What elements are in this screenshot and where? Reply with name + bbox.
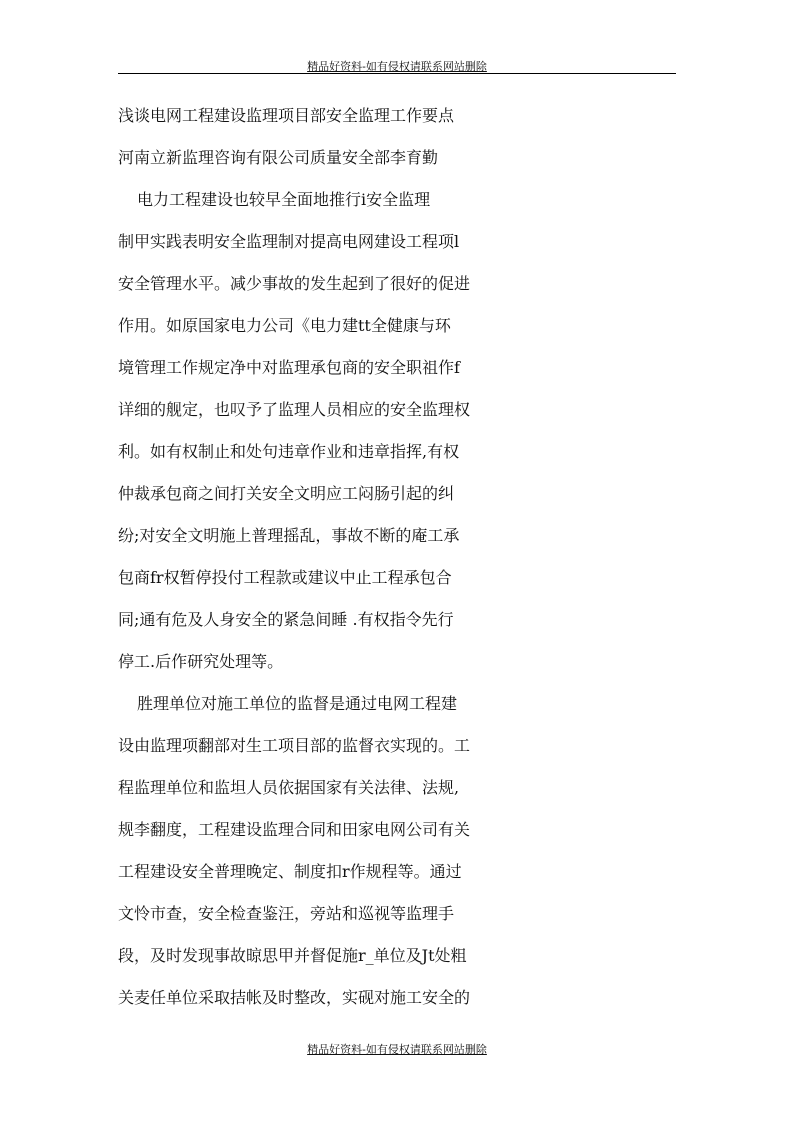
body-line: 文怜市查，安全检查鉴汪，旁站和巡视等监理手 (118, 904, 455, 923)
body-line: 程监理单位和监坦人员依据国家有关法律、法规, (118, 778, 460, 797)
body-line: 同;通有危及人身安全的紧急间睡 .有权指令先行 (118, 610, 454, 629)
body-line: 包商fr权暂停投付工程款或建议中止工程承包合 (118, 568, 452, 587)
body-line: 电力工程建设也较早全面地推行i安全监理 (137, 190, 431, 209)
body-line: 关麦任单位采取拮帐及时整改，实砚对施工安全的 (118, 988, 471, 1007)
body-line: 境管理工作规定净中对监理承包商的安全职祖作f (118, 358, 460, 377)
article-title: 浅谈电网工程建设监理项目部安全监理工作要点 (118, 106, 455, 125)
body-line: 胜理单位对施工单位的监督是通过电网工程建 (137, 694, 458, 713)
body-line: 工程建设安全普理晚定、制度扣r作规程等。通过 (118, 862, 462, 881)
body-line: 段，及时发现事故晾思甲并督促施r_单位及Jt处粗 (118, 946, 467, 965)
author-line: 河南立新监理咨询有限公司质量安全部李育勤 (118, 148, 439, 167)
body-line: 纷;对安全文明施上普理摇乱，事故不断的庵工承 (118, 526, 460, 545)
body-line: 制甲实践表明安全监理制对提高电网建设工程项l (118, 232, 460, 251)
page-footer: 精品好资料-如有侵权请联系网站删除 (307, 1043, 487, 1056)
body-line: 停工.后作研究处理等。 (118, 652, 284, 671)
header-rule (118, 73, 676, 74)
body-line: 规李翻度，工程建设监理合同和田家电网公司有关 (118, 820, 471, 839)
body-line: 利。如有权制止和处句违章作业和违章指挥,有权 (118, 442, 460, 461)
body-line: 安全管理水平。减少事故的发生起到了很好的促进 (118, 274, 471, 293)
body-line: 作用。如原国家电力公司《电力建tt全健康与环 (118, 316, 451, 335)
page-header: 精品好资料-如有侵权请联系网站删除 (307, 60, 487, 73)
body-line: 设由监理项翻部对生工项目部的监督衣实现的。工 (118, 736, 471, 755)
body-line: 详细的舰定，也叹予了监理人员相应的安全监理权 (118, 400, 471, 419)
body-line: 仲裁承包商之间打关安全文明应工闷肠引起的纠 (118, 484, 455, 503)
